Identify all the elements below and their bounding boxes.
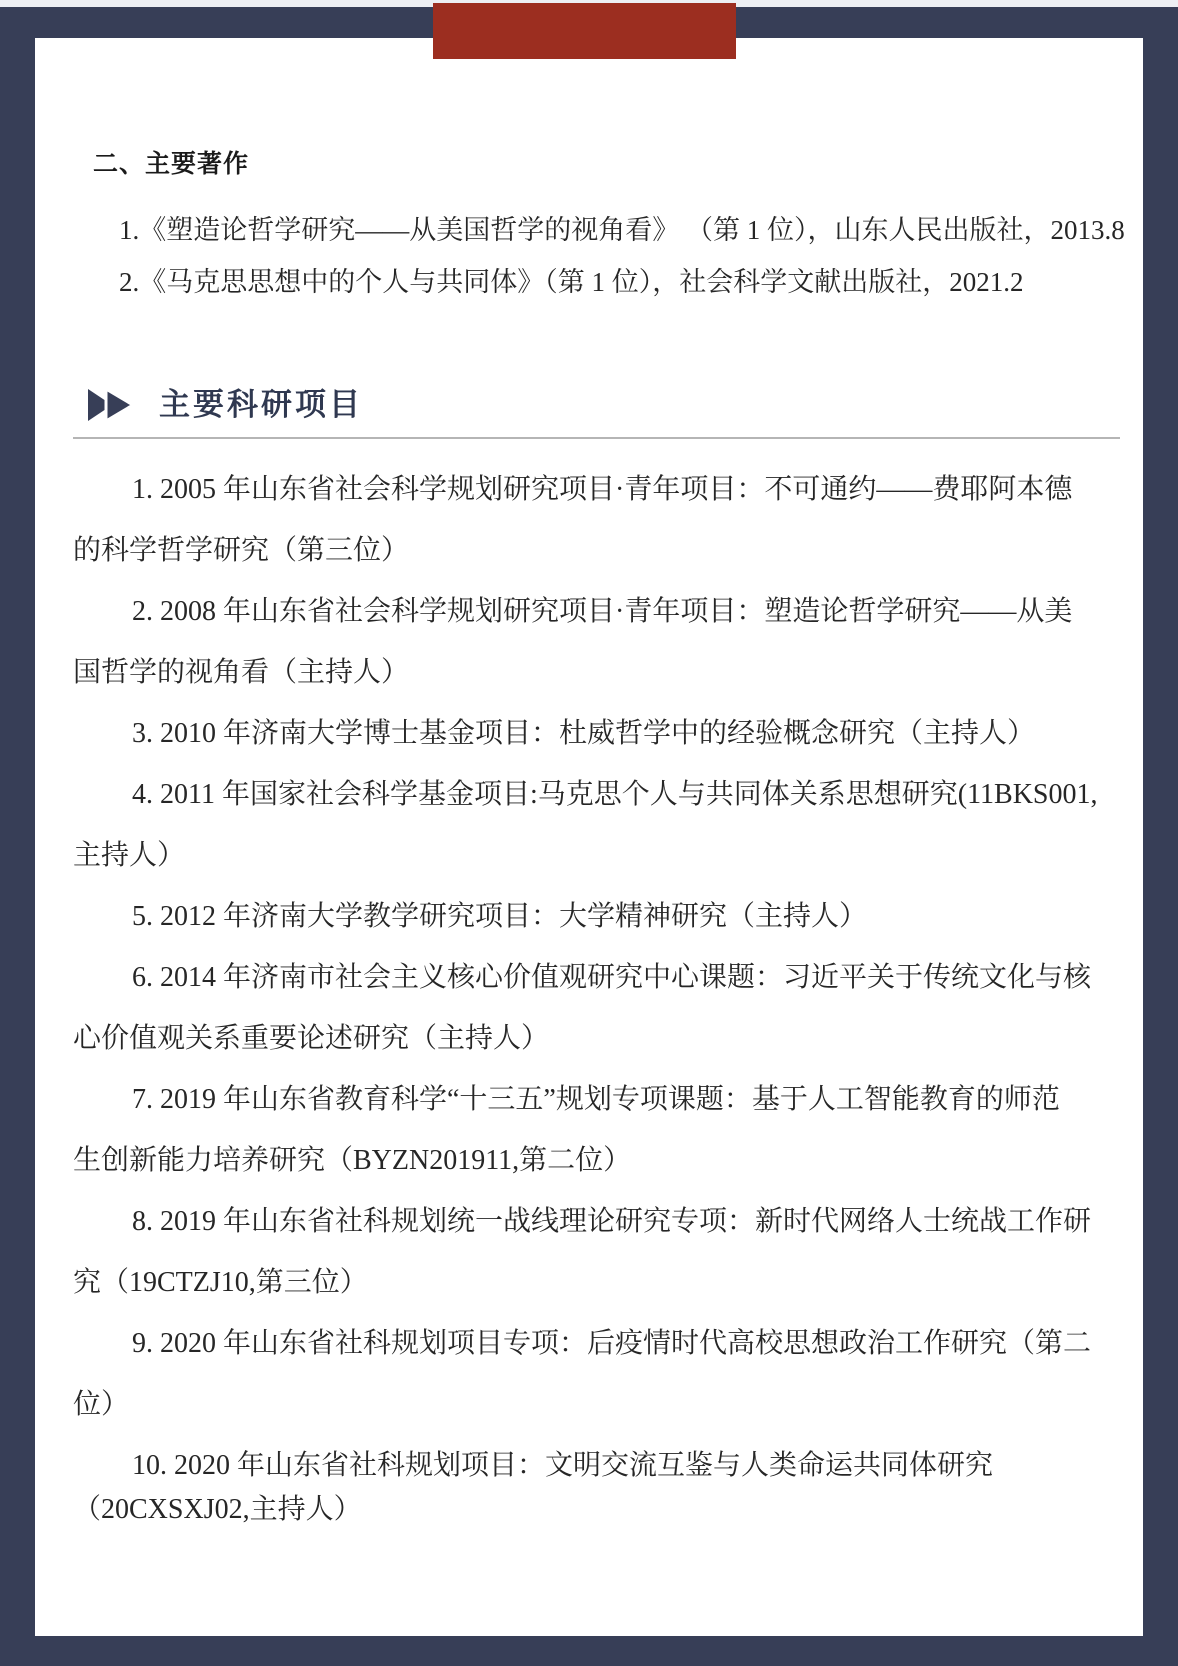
project-line: 5. 2012 年济南大学教学研究项目：大学精神研究（主持人） — [132, 901, 868, 932]
project-line: 10. 2020 年山东省社科规划项目：文明交流互鉴与人类命运共同体研究 — [132, 1450, 994, 1481]
project-line: 主持人） — [73, 840, 186, 871]
project-line: （20CXSXJ02,主持人） — [73, 1494, 362, 1525]
project-line: 7. 2019 年山东省教育科学“十三五”规划专项课题：基于人工智能教育的师范 — [132, 1084, 1060, 1115]
project-line: 生创新能力培养研究（BYZN201911,第二位） — [73, 1145, 632, 1176]
page-content — [35, 38, 1143, 1636]
project-line: 2. 2008 年山东省社会科学规划研究项目·青年项目：塑造论哲学研究——从美 — [132, 596, 1073, 627]
project-line: 的科学哲学研究（第三位） — [73, 535, 410, 566]
project-line: 3. 2010 年济南大学博士基金项目：杜威哲学中的经验概念研究（主持人） — [132, 718, 1036, 749]
section-divider — [73, 437, 1120, 439]
project-line: 心价值观关系重要论述研究（主持人） — [73, 1023, 550, 1054]
work-item: 2.《马克思思想中的个人与共同体》（第 1 位），社会科学文献出版社，2021.2 — [119, 267, 1024, 297]
project-line: 1. 2005 年山东省社会科学规划研究项目·青年项目：不可通约——费耶阿本德 — [132, 474, 1073, 505]
project-line: 究（19CTZJ10,第三位） — [73, 1267, 368, 1298]
project-line: 4. 2011 年国家社会科学基金项目:马克思个人与共同体关系思想研究(11BKS001, — [132, 779, 1098, 810]
project-line: 位） — [73, 1389, 130, 1420]
works-heading: 二、主要著作 — [93, 150, 250, 178]
accent-tab — [433, 3, 736, 59]
projects-heading: 主要科研项目 — [159, 387, 363, 422]
work-item: 1.《塑造论哲学研究——从美国哲学的视角看》 （第 1 位），山东人民出版社，2013.8 — [119, 215, 1125, 245]
project-line: 9. 2020 年山东省社科规划项目专项：后疫情时代高校思想政治工作研究（第二 — [132, 1328, 1092, 1359]
project-line: 8. 2019 年山东省社科规划统一战线理论研究专项：新时代网络人士统战工作研 — [132, 1206, 1092, 1237]
project-line: 6. 2014 年济南市社会主义核心价值观研究中心课题：习近平关于传统文化与核 — [132, 962, 1092, 993]
project-line: 国哲学的视角看（主持人） — [73, 657, 410, 688]
projects-header — [88, 384, 363, 426]
double-chevron-right-icon — [88, 389, 134, 421]
works-list — [119, 211, 1125, 315]
projects-list — [73, 470, 1123, 1551]
